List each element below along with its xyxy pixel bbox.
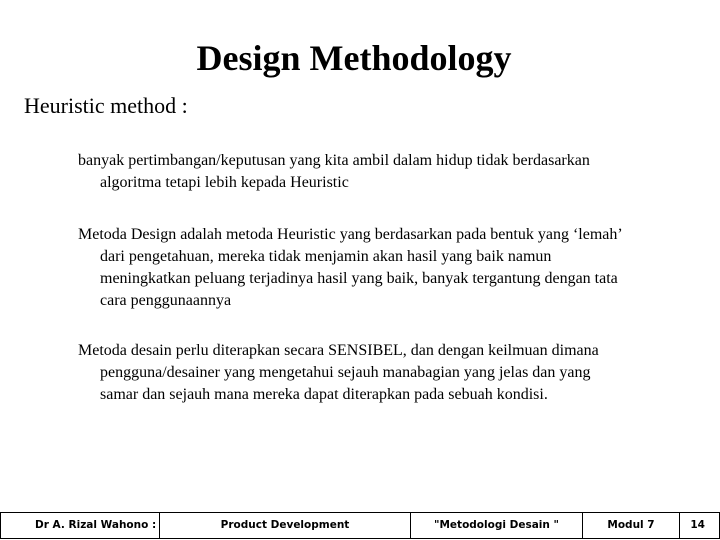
footer-page-number: 14 — [680, 513, 720, 538]
paragraph-2 — [78, 224, 718, 312]
paragraph-line: Metoda Design adalah metoda Heuristic yang berdasarkan pada bentuk yang ‘lemah’ — [78, 226, 623, 243]
footer-topic: "Metodologi Desain " — [411, 513, 583, 538]
paragraph-line: samar dan sejauh mana mereka dapat diterapkan pada sebuah kondisi. — [100, 386, 548, 403]
footer-author: Dr A. Rizal Wahono : — [0, 513, 160, 538]
paragraph-line: Metoda desain perlu diterapkan secara SENSIBEL, dan dengan keilmuan dimana — [78, 342, 599, 359]
paragraph-3 — [78, 340, 718, 406]
paragraph-line: algoritma tetapi lebih kepada Heuristic — [100, 174, 349, 191]
footer-course: Product Development — [160, 513, 411, 538]
paragraph-line: banyak pertimbangan/keputusan yang kita ambil dalam hidup tidak berdasarkan — [78, 152, 590, 169]
slide-footer — [0, 512, 720, 539]
slide-title: Design Methodology — [196, 38, 512, 78]
paragraph-line: pengguna/desainer yang mengetahui sejauh manabagian yang jelas dan yang — [100, 364, 591, 381]
footer-module: Modul 7 — [583, 513, 680, 538]
paragraph-line: dari pengetahuan, mereka tidak menjamin akan hasil yang baik namun — [100, 248, 552, 265]
paragraph-line: cara penggunaannya — [100, 292, 232, 309]
section-subtitle: Heuristic method : — [24, 93, 188, 118]
paragraph-1 — [78, 150, 718, 194]
paragraph-line: meningkatkan peluang terjadinya hasil yang baik, banyak tergantung dengan tata — [100, 270, 618, 287]
